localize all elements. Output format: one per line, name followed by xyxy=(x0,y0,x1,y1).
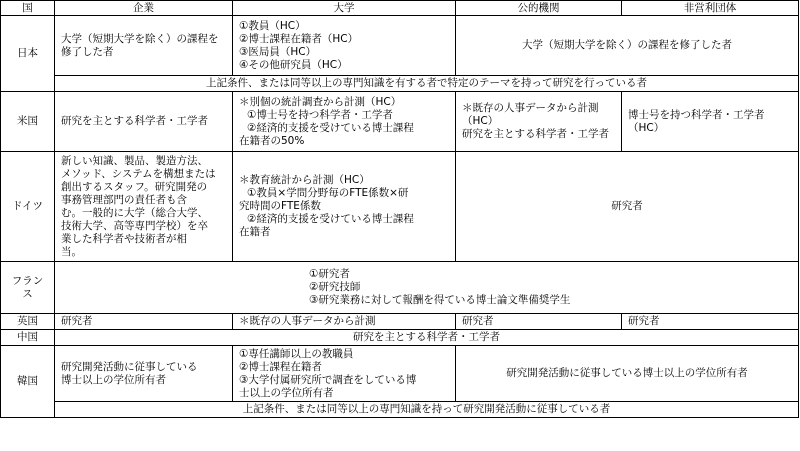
germany-university-line: ①教員×学問分野毎のFTE係数×研 xyxy=(247,187,409,199)
header-public: 公的機関 xyxy=(456,1,622,16)
japan-footer-row xyxy=(1,76,799,92)
japan-public-nonprofit: 大学（短期大学を除く）の課程を修了した者 xyxy=(456,16,799,76)
japan-university xyxy=(233,16,456,76)
japan-university-line: ②博士課程在籍者（HC） xyxy=(239,32,359,45)
usa-university xyxy=(233,92,456,152)
usa-university-line: ②経済的支援を受けている博士課程 xyxy=(247,121,414,134)
japan-university-line: ④その他研究員（HC） xyxy=(239,58,348,71)
germany-company-line: 創出するスタッフ。研究開発の xyxy=(61,180,208,193)
usa-nonprofit-line: 博士号を持つ科学者・工学者 xyxy=(628,108,765,121)
usa-row xyxy=(1,92,799,152)
korea-company xyxy=(55,346,233,402)
germany-company-line: 事務管理部門の責任者も含 xyxy=(61,193,187,206)
germany-company-line: メソッド、システムを構想または xyxy=(61,167,216,180)
korea-university xyxy=(233,346,456,402)
usa-university-line: 在籍者の50% xyxy=(239,134,305,147)
korea-row xyxy=(1,346,799,402)
usa-public xyxy=(456,92,622,152)
korea-university-line: ②博士課程在籍者 xyxy=(239,360,322,373)
usa-public-line: （HC） xyxy=(462,115,499,127)
usa-label: 米国 xyxy=(1,92,55,152)
france-line: ③研究業務に対して報酬を得ている博士論文準備奨学生 xyxy=(309,294,571,306)
germany-university xyxy=(233,152,456,262)
germany-company-line: 技術大学、高等専門学校）を卒 xyxy=(61,219,208,232)
germany-company-line: 業した科学者や技術者が相 xyxy=(61,232,187,245)
germany-company-line: 当。 xyxy=(61,245,82,258)
uk-university: ＊既存の人事データから計測 xyxy=(233,314,456,330)
germany-company-line: む。一般的に大学（総合大学、 xyxy=(61,206,208,219)
korea-public-nonprofit: 研究開発活動に従事している博士以上の学位所有者 xyxy=(456,346,799,402)
korea-university-line: 士以上の学位所有者 xyxy=(239,386,334,399)
germany-row xyxy=(1,152,799,262)
usa-nonprofit xyxy=(622,92,799,152)
usa-company: 研究を主とする科学者・工学者 xyxy=(55,92,233,152)
china-all: 研究を主とする科学者・工学者 xyxy=(55,330,799,346)
germany-university-line: ＊教育統計から計測（HC） xyxy=(239,174,370,186)
uk-row xyxy=(1,314,799,330)
korea-company-line: 博士以上の学位所有者 xyxy=(61,373,166,386)
header-university: 大学 xyxy=(233,1,456,16)
korea-label: 韓国 xyxy=(1,346,55,418)
korea-footer: 上記条件、または同等以上の専門知識を持って研究開発活動に従事している者 xyxy=(55,402,799,418)
header-company: 企業 xyxy=(55,1,233,16)
france-line: ②研究技師 xyxy=(309,281,361,293)
usa-university-line: ①博士号を持つ科学者・工学者 xyxy=(247,108,393,121)
germany-university-line: 在籍者 xyxy=(239,226,271,238)
header-nonprofit: 非営利団体 xyxy=(622,1,799,16)
japan-footer: 上記条件、または同等以上の専門知識を有する者で特定のテーマを持って研究を行っている者 xyxy=(55,76,799,92)
japan-university-line: ③医局員（HC） xyxy=(239,45,317,58)
usa-university-line: ＊別個の統計調査から計測（HC） xyxy=(239,95,402,108)
japan-row xyxy=(1,16,799,76)
japan-label: 日本 xyxy=(1,16,55,92)
korea-university-line: ①専任講師以上の教職員 xyxy=(239,347,354,360)
france-line: ①研究者 xyxy=(309,268,350,280)
uk-public: 研究者 xyxy=(456,314,622,330)
korea-university-line: ③大学付属研究所で調査をしている博 xyxy=(239,373,417,386)
germany-university-line: ②経済的支援を受けている博士課程 xyxy=(247,213,414,225)
japan-university-line: ①教員（HC） xyxy=(239,19,306,32)
usa-nonprofit-line: （HC） xyxy=(628,121,665,134)
france-row xyxy=(1,262,799,314)
germany-company-line: 新しい知識、製品、製造方法、 xyxy=(61,154,208,167)
uk-company: 研究者 xyxy=(55,314,233,330)
uk-label: 英国 xyxy=(1,314,55,330)
china-label: 中国 xyxy=(1,330,55,346)
germany-public-nonprofit: 研究者 xyxy=(456,152,799,262)
france-label: フランス xyxy=(1,262,55,314)
korea-footer-row xyxy=(1,402,799,418)
china-row xyxy=(1,330,799,346)
germany-label: ドイツ xyxy=(1,152,55,262)
korea-company-line: 研究開発活動に従事している xyxy=(61,360,198,373)
usa-public-line: 研究を主とする科学者・工学者 xyxy=(462,128,609,140)
france-all xyxy=(55,262,799,314)
header-country: 国 xyxy=(1,1,55,16)
germany-university-line: 究時間のFTE係数 xyxy=(239,200,321,212)
japan-company: 大学（短期大学を除く）の課程を修了した者 xyxy=(55,16,233,76)
header-row xyxy=(1,1,799,16)
uk-nonprofit: 研究者 xyxy=(622,314,799,330)
germany-company xyxy=(55,152,233,262)
usa-public-line: ＊既存の人事データから計測 xyxy=(462,102,599,114)
